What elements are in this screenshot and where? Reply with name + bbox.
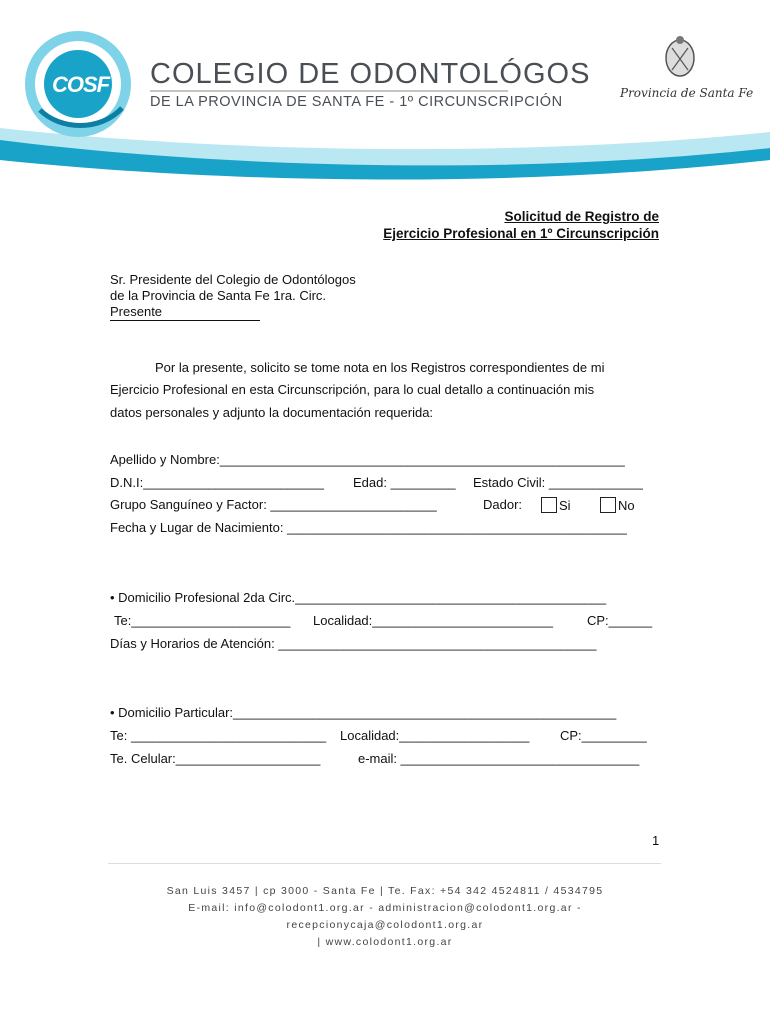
field-dador-label: Dador:: [483, 497, 523, 512]
page-number: 1: [652, 833, 660, 848]
field-nacimiento[interactable]: Fecha y Lugar de Nacimiento: _______________________________________________: [110, 520, 627, 535]
footer-emails: E-mail: info@colodont1.org.ar - administracion@colodont1.org.ar -: [188, 902, 582, 914]
title-line-2: Ejercicio Profesional en 1º Circunscripción: [383, 226, 659, 241]
footer-divider: [108, 863, 661, 864]
addressee-line-1: Sr. Presidente del Colegio de Odontólogos: [110, 272, 356, 287]
field-estado-civil[interactable]: Estado Civil: _____________: [473, 475, 643, 490]
dador-si-option[interactable]: [541, 497, 571, 513]
addressee-line-2: de la Provincia de Santa Fe 1ra. Circ.: [110, 288, 327, 303]
no-checkbox[interactable]: [600, 497, 616, 513]
addressee-line-3: Presente: [110, 304, 260, 321]
part-field-cp[interactable]: CP:_________: [560, 728, 647, 743]
prof-field-horarios[interactable]: Días y Horarios de Atención: ____________________________________________: [110, 636, 597, 651]
body-line-1: Por la presente, solicito se tome nota en los Registros correspondientes de mi: [155, 360, 605, 375]
org-name: COLEGIO DE ODONTOLÓGOS: [150, 58, 591, 90]
prof-field-localidad[interactable]: Localidad:_________________________: [313, 613, 554, 628]
prof-field-te[interactable]: Te:______________________: [114, 613, 291, 628]
si-checkbox[interactable]: [541, 497, 557, 513]
part-field-te[interactable]: Te: ___________________________: [110, 728, 327, 743]
body-line-2: Ejercicio Profesional en esta Circunscripción, para lo cual detallo a continuación mis: [110, 382, 595, 397]
logo-text: COSF: [52, 72, 110, 97]
letterhead: [0, 0, 770, 190]
part-field-celular[interactable]: Te. Celular:____________________: [110, 751, 321, 766]
province-seal-icon: [666, 36, 694, 76]
field-dni[interactable]: D.N.I:_________________________: [110, 475, 324, 490]
org-subtitle: DE LA PROVINCIA DE SANTA FE - 1º CIRCUNSCRIPCIÓN: [150, 94, 563, 110]
dador-no-option[interactable]: [600, 497, 635, 513]
no-label: No: [618, 498, 635, 513]
title-line-1: Solicitud de Registro de: [504, 209, 659, 224]
domicilio-profesional-title[interactable]: • Domicilio Profesional 2da Circ.___________________________________________: [110, 590, 607, 605]
field-grupo-sanguineo[interactable]: Grupo Sanguíneo y Factor: _______________________: [110, 497, 437, 512]
part-field-email[interactable]: e-mail: _________________________________: [358, 751, 640, 766]
part-field-localidad[interactable]: Localidad:__________________: [340, 728, 530, 743]
footer-email-caja: recepcionycaja@colodont1.org.ar: [286, 919, 484, 931]
footer-website: | www.colodont1.org.ar: [317, 936, 453, 948]
field-apellido[interactable]: Apellido y Nombre:________________________________________________________: [110, 452, 625, 467]
field-edad[interactable]: Edad: _________: [353, 475, 456, 490]
si-label: Si: [559, 498, 571, 513]
body-line-3: datos personales y adjunto la documentación requerida:: [110, 405, 434, 420]
domicilio-particular-title[interactable]: • Domicilio Particular:_____________________________________________________: [110, 705, 617, 720]
province-text: Provincia de Santa Fe: [620, 86, 754, 100]
prof-field-cp[interactable]: CP:______: [587, 613, 653, 628]
footer-address: San Luis 3457 | cp 3000 - Santa Fe | Te. Fax: +54 342 4524811 / 4534795: [166, 885, 604, 897]
